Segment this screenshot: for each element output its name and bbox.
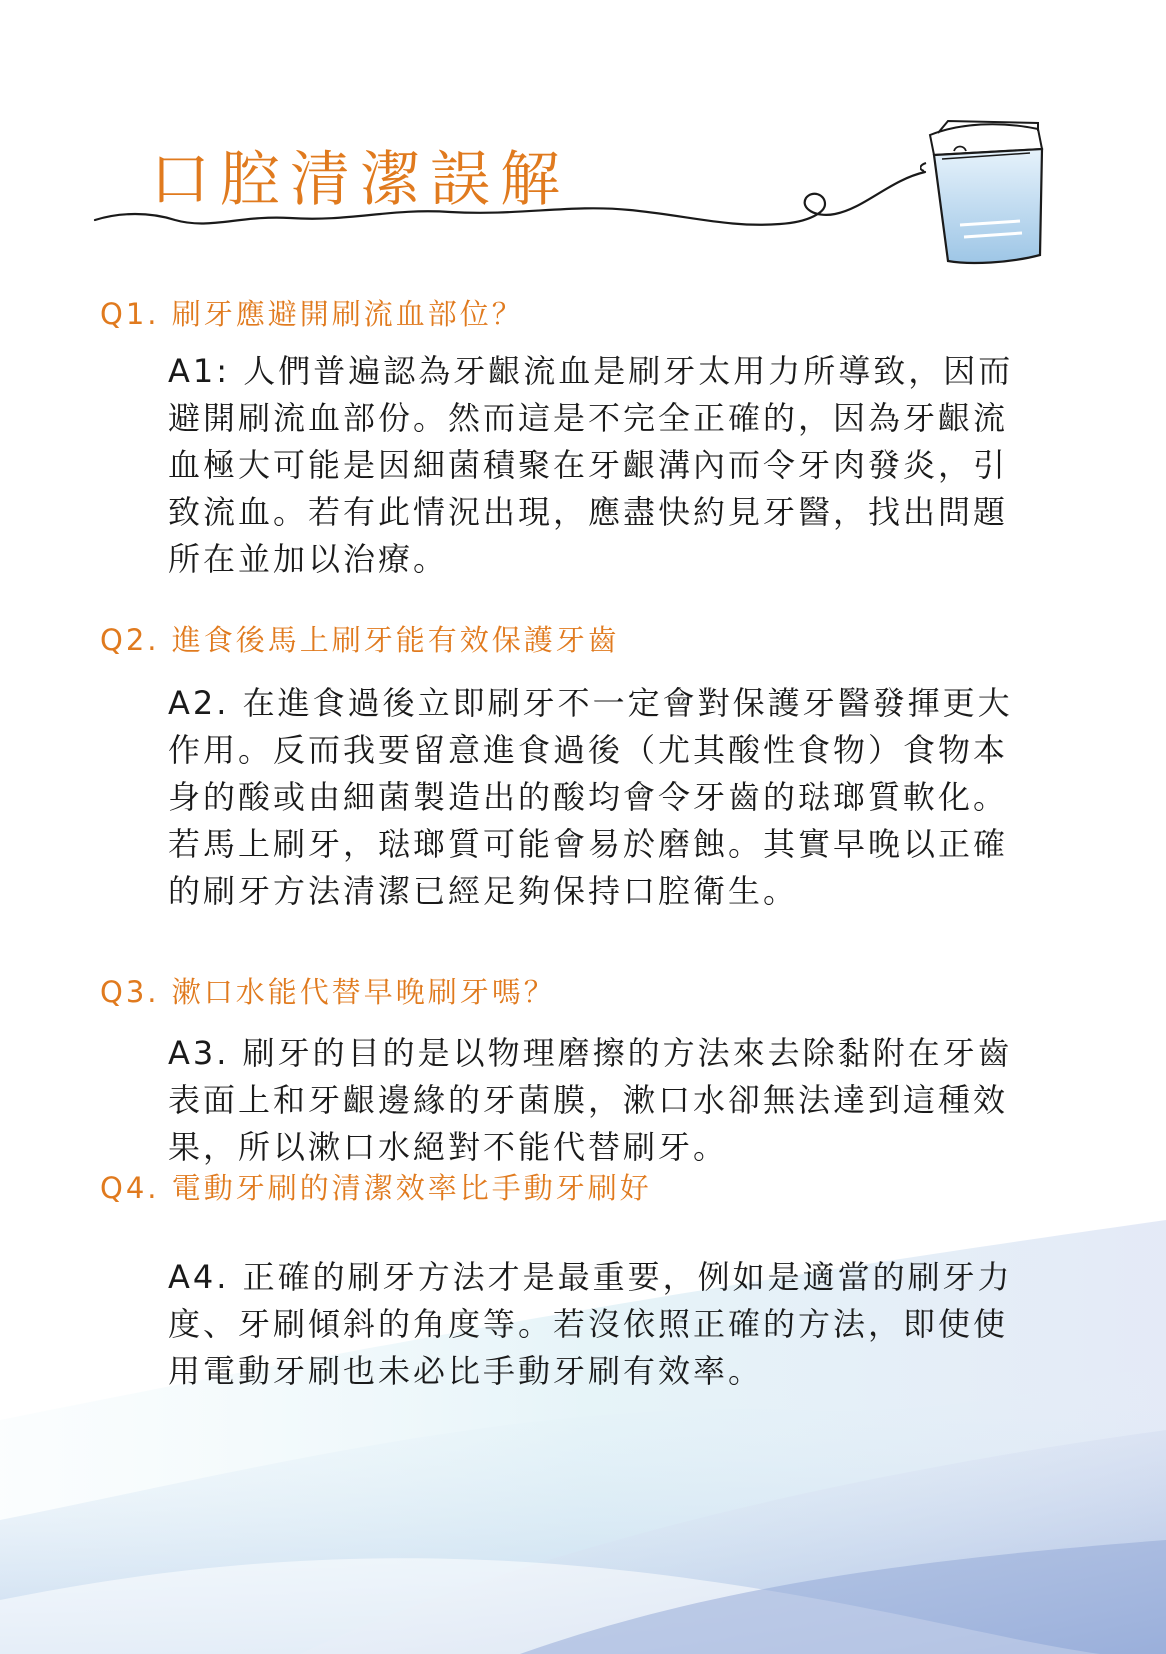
question-1: Q1. 刷牙應避開刷流血部位？ — [100, 297, 524, 331]
answer-1: A1: 人們普遍認為牙齦流血是刷牙太用力所導致，因而避開刷流血部份。然而這是不完全正確的，因為牙齦流血極大可能是因細菌積聚在牙齦溝內而令牙肉發炎，引致流血。若有此情況出現，應盡快約見牙醫，找出問題所在並加以治療。 — [168, 352, 1014, 578]
answer-3: A3. 刷牙的目的是以物理磨擦的方法來去除黏附在牙齒表面上和牙齦邊緣的牙菌膜，漱口水卻無法達到這種效果，所以漱口水絕對不能代替刷牙。 — [168, 1034, 1013, 1166]
question-4: Q4. 電動牙刷的清潔效率比手動牙刷好 — [100, 1171, 652, 1205]
question-2: Q2. 進食後馬上刷牙能有效保護牙齒 — [100, 623, 620, 657]
answer-4: A4. 正確的刷牙方法才是最重要，例如是適當的刷牙力度、牙刷傾斜的角度等。若沒依照正確的方法，即使使用電動牙刷也未必比手動牙刷有效率。 — [168, 1258, 1013, 1390]
answer-2: A2. 在進食過後立即刷牙不一定會對保護牙醫發揮更大作用。反而我要留意進食過後（尤其酸性食物）食物本身的酸或由細菌製造出的酸均會令牙齒的琺瑯質軟化。若馬上刷牙，琺瑯質可能會易於磨蝕。其實早晚以正確的刷牙方法清潔已經足夠保持口腔衛生。 — [168, 684, 1013, 910]
water-dispenser-icon — [920, 115, 1050, 275]
page-title: 口腔清潔誤解 — [150, 145, 570, 215]
question-3: Q3. 漱口水能代替早晚刷牙嗎？ — [100, 975, 556, 1009]
